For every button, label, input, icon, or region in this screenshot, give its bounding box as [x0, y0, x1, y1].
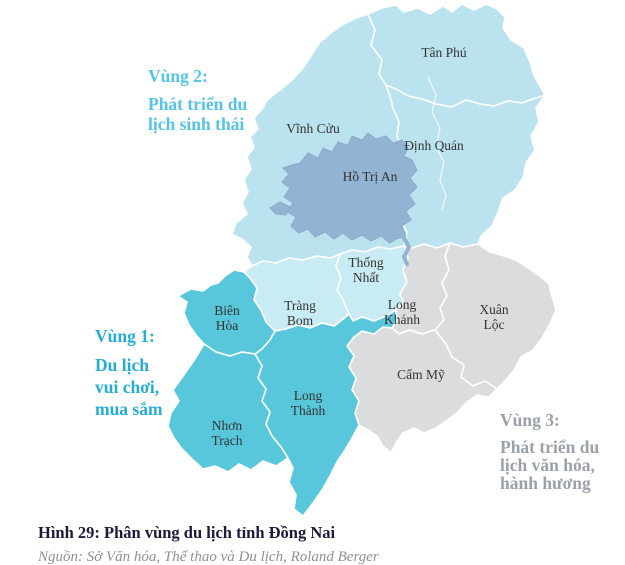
figure-source: Nguồn: Sở Văn hóa, Thể thao và Du lịch, Roland Berger [38, 549, 379, 565]
district-label-thong-nhat-1: Thống [348, 255, 384, 270]
zone1-title: Vùng 1: [95, 326, 155, 346]
district-label-dinh-quan: Định Quán [404, 138, 464, 153]
zone3-title: Vùng 3: [500, 410, 560, 430]
district-label-nhon-trach-1: Nhơn [211, 418, 243, 433]
zone2-title: Vùng 2: [148, 66, 208, 86]
zone2-line-1: Phát triển du [148, 94, 248, 114]
district-label-trang-bom-2: Bom [286, 313, 314, 328]
zone1-label [95, 326, 163, 420]
district-label-vinh-cuu: Vĩnh Cửu [286, 121, 340, 136]
zone1-line-2: vui chơi, [95, 377, 160, 397]
zone1-line-1: Du lịch [95, 355, 149, 375]
lake-label-ho-tri-an: Hồ Trị An [342, 169, 398, 184]
zone2-label [148, 66, 247, 134]
district-label-bien-hoa-2: Hòa [215, 318, 239, 333]
zone3-label [500, 410, 599, 492]
zone3-line-3: hành hương [500, 473, 591, 493]
district-label-bien-hoa-1: Biên [214, 303, 240, 318]
district-label-trang-bom-1: Tràng [284, 298, 316, 313]
zone1-line-3: mua sắm [95, 399, 163, 419]
district-label-long-thanh-1: Long [293, 388, 323, 403]
zone3-line-2: lịch văn hóa, [500, 455, 595, 475]
district-label-xuan-loc-1: Xuân [479, 302, 509, 317]
district-label-cam-my: Cẩm Mỹ [397, 367, 445, 382]
district-label-thong-nhat-2: Nhất [352, 270, 380, 285]
district-label-long-khanh-2: Khánh [384, 312, 420, 327]
zone3-line-1: Phát triển du [500, 437, 600, 457]
district-label-long-thanh-2: Thành [290, 403, 326, 418]
district-label-tan-phu: Tân Phú [421, 45, 467, 60]
zone2-line-2: lịch sinh thái [148, 114, 245, 134]
figure-caption: Hình 29: Phân vùng du lịch tỉnh Đồng Nai [38, 523, 336, 542]
district-label-long-khanh-1: Long [387, 297, 417, 312]
district-label-xuan-loc-2: Lộc [483, 317, 505, 332]
district-label-nhon-trach-2: Trạch [211, 433, 243, 448]
